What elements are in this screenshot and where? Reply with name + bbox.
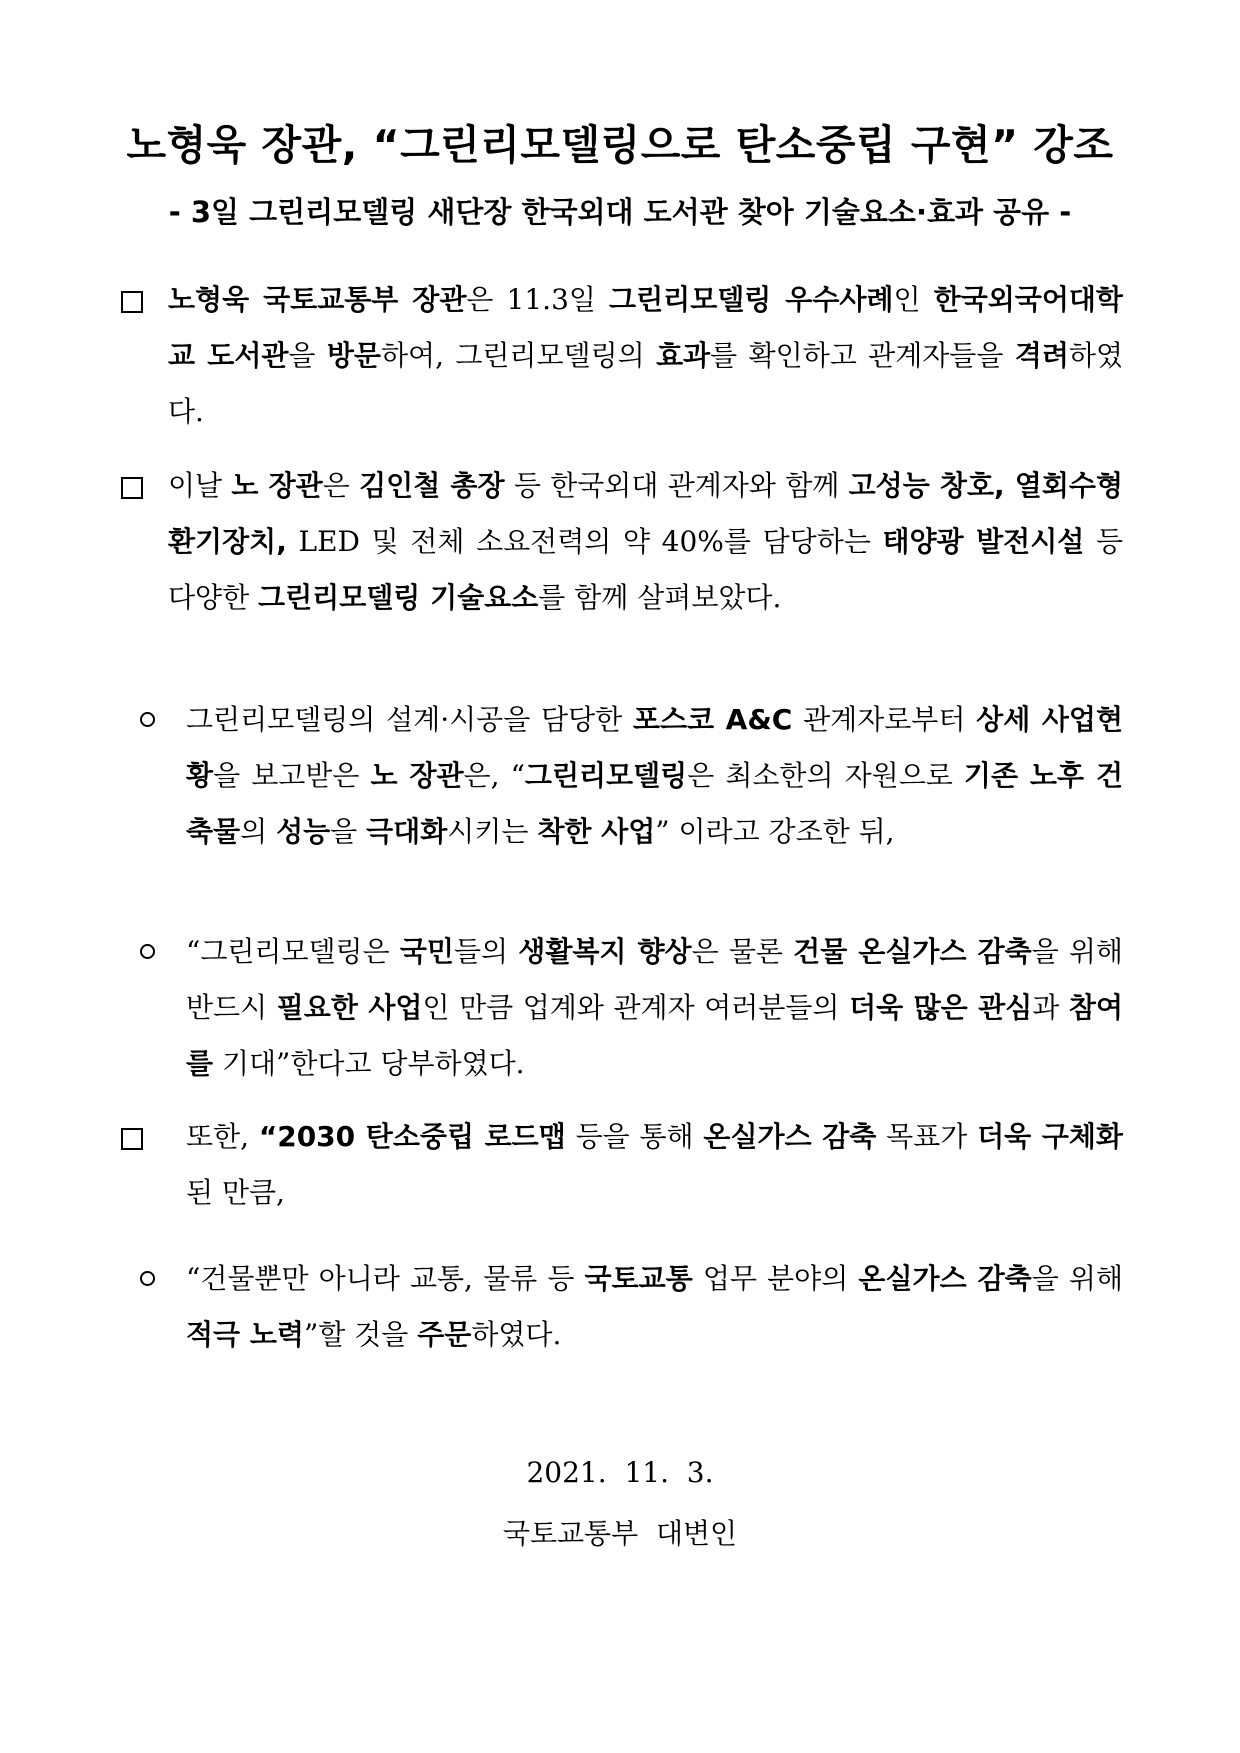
bold-text: 효과 [656, 339, 711, 372]
bold-text: 노 장관 [370, 759, 464, 792]
bold-text: 더욱 구체화 [977, 1120, 1123, 1153]
release-date: 2021. 11. 3. [526, 1456, 714, 1489]
paragraph-request: “그린리모델링은 국민들의 생활복지 향상은 물론 건물 온실가스 감축을 위해 반드시 필요한 사업인 만큼 업계와 관계자 여러분들의 더욱 많은 관심과 참여를 기대”한다고 당부하였다. [186, 935, 1123, 1080]
bold-text: 더욱 많은 관심 [849, 991, 1033, 1024]
bold-text: 노형욱 국토교통부 장관 [168, 283, 467, 316]
bold-text: 방문 [326, 339, 381, 372]
bold-text: 필요한 사업 [276, 991, 423, 1024]
bold-text: 고성능 창호, 열회수형 환기장치, [168, 469, 1123, 558]
paragraph-roadmap: 또한, “2030 탄소중립 로드맵 등을 통해 온실가스 감축 목표가 더욱 구체화 된 만큼, [186, 1120, 1123, 1209]
bold-text: 온실가스 감축 [703, 1120, 877, 1153]
bold-text: 극대화 [366, 815, 448, 848]
bold-text: 기존 노후 건축물 [186, 759, 1123, 848]
bold-text: 착한 사업 [537, 815, 656, 848]
paragraph-tour: 이날 노 장관은 김인철 총장 등 한국외대 관계자와 함께 고성능 창호, 열회수형 환기장치, LED 및 전체 소요전력의 약 40%를 담당하는 태양광 발전시설 등 다양한 그린리모델링 기술요소를 함께 살펴보았다. [168, 469, 1123, 614]
page-subtitle: - 3일 그린리모델링 새단장 한국외대 도서관 찾아 기술요소·효과 공유 - [168, 195, 1072, 229]
circle-bullet-icon [140, 944, 155, 959]
bold-text: 참여를 [186, 991, 1123, 1080]
spokesperson: 국토교통부 대변인 [502, 1517, 738, 1550]
bold-text: 적극 노력 [186, 1318, 304, 1351]
bold-text: 국민 [399, 935, 454, 968]
bold-text: 생활복지 향상 [518, 935, 692, 968]
bold-text: “2030 탄소중립 로드맵 [258, 1120, 566, 1153]
circle-bullet-icon [140, 1271, 155, 1286]
circle-bullet-icon [140, 712, 155, 727]
bold-text: 격려 [1014, 339, 1069, 372]
paragraph-visit: 노형욱 국토교통부 장관은 11.3일 그린리모델링 우수사례인 한국외국어대학교 도서관을 방문하여, 그린리모델링의 효과를 확인하고 관계자들을 격려하였다. [168, 283, 1123, 428]
bold-text: 그린리모델링 기술요소 [258, 581, 539, 614]
bold-text: 그린리모델링 [524, 759, 688, 792]
bold-text: 성능 [276, 815, 331, 848]
bold-text: 노 장관 [231, 469, 323, 502]
checkbox-bullet-icon [121, 477, 143, 499]
page-title: 노형욱 장관, “그린리모델링으로 탄소중립 구현” 강조 [126, 121, 1114, 169]
checkbox-bullet-icon [121, 291, 143, 313]
bold-text: 한국외국어대학교 도서관 [168, 283, 1123, 372]
paragraph-briefing: 그린리모델링의 설계·시공을 담당한 포스코 A&C 관계자로부터 상세 사업현황을 보고받은 노 장관은, “그린리모델링은 최소한의 자원으로 기존 노후 건축물의 성능을 극대화시키는 착한 사업” 이라고 강조한 뒤, [186, 703, 1124, 848]
bold-text: 포스코 A&C [632, 703, 793, 736]
bold-text: 김인철 총장 [359, 469, 505, 502]
bold-text: 온실가스 감축 [858, 1262, 1032, 1295]
bold-text: 태양광 발전시설 [882, 525, 1085, 558]
checkbox-bullet-icon [121, 1128, 143, 1150]
bold-text: 국토교통 [584, 1262, 693, 1295]
bold-text: 건물 온실가스 감축 [793, 935, 1032, 968]
paragraph-order: “건물뿐만 아니라 교통, 물류 등 국토교통 업무 분야의 온실가스 감축을 위해 적극 노력”할 것을 주문하였다. [186, 1262, 1124, 1351]
bold-text: 상세 사업현황 [186, 703, 1124, 792]
bold-text: 주문 [417, 1318, 472, 1351]
bold-text: 그린리모델링 우수사례 [609, 283, 894, 316]
